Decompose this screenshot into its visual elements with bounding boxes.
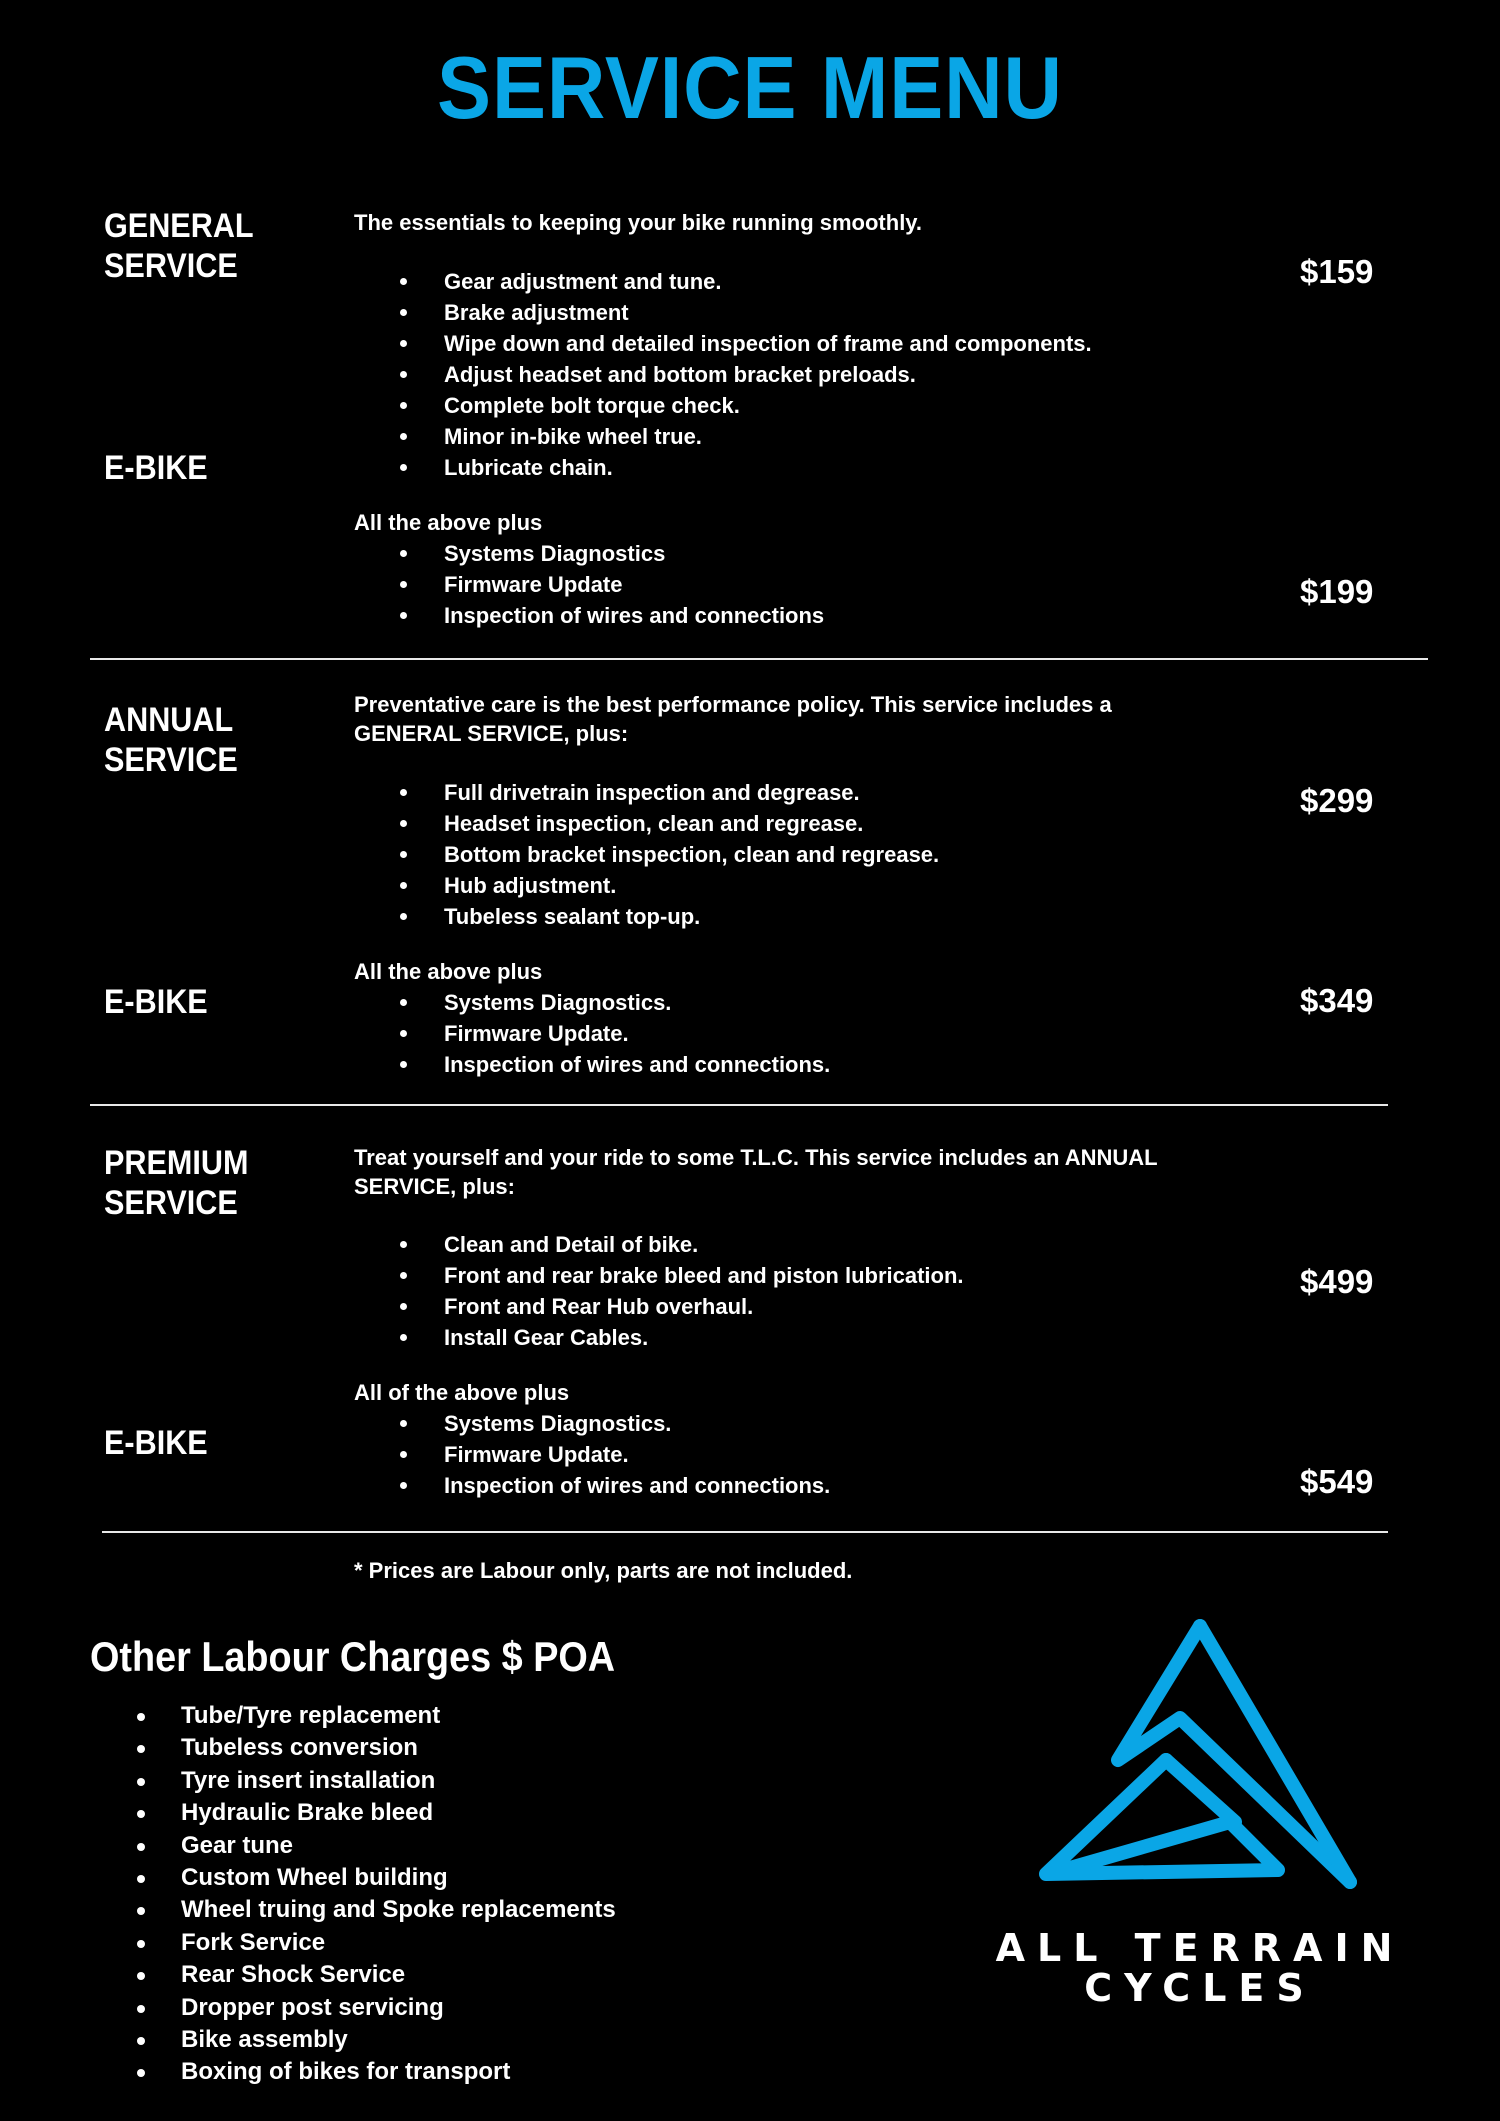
- list-item: Systems Diagnostics.: [354, 1408, 830, 1439]
- general-description: The essentials to keeping your bike running smoothly.: [354, 210, 923, 235]
- premium-description: Treat yourself and your ride to some T.L.C. This service includes an ANNUAL SERVICE, plus:: [354, 1145, 1158, 1199]
- list-item: Clean and Detail of bike.: [354, 1229, 964, 1260]
- annual-ebike-items-list: [354, 987, 830, 1080]
- list-item: Headset inspection, clean and regrease.: [354, 808, 939, 839]
- divider: [90, 1104, 1388, 1106]
- general-service-name: [104, 206, 254, 286]
- list-item: Lubricate chain.: [354, 452, 1092, 483]
- price-note: * Prices are Labour only, parts are not included.: [354, 1558, 853, 1583]
- annual-items-list: [354, 777, 939, 932]
- annual-name-line1: ANNUAL: [104, 701, 234, 739]
- annual-description: Preventative care is the best performance policy. This service includes a GENERAL SERVICE, plus:: [354, 692, 1112, 746]
- list-item: Boxing of bikes for transport: [90, 2056, 616, 2088]
- list-item: Tubeless sealant top-up.: [354, 901, 939, 932]
- page-title: SERVICE MENU: [437, 38, 1063, 137]
- list-item: Hub adjustment.: [354, 870, 939, 901]
- annual-ebike-intro: All the above plus: [354, 959, 543, 984]
- list-item: Gear adjustment and tune.: [354, 266, 1092, 297]
- general-ebike-name: E-BIKE: [104, 449, 208, 487]
- list-item: Inspection of wires and connections.: [354, 1470, 830, 1501]
- list-item: Bottom bracket inspection, clean and regrease.: [354, 839, 939, 870]
- list-item: Wipe down and detailed inspection of frame and components.: [354, 328, 1092, 359]
- premium-ebike-price: $549: [1300, 1463, 1374, 1500]
- brand-line2: CYCLES: [1084, 1966, 1316, 2010]
- list-item: Bike assembly: [90, 2024, 616, 2056]
- list-item: Firmware Update.: [354, 1018, 830, 1049]
- brand-line1: ALL TERRAIN: [995, 1926, 1405, 1970]
- premium-ebike-name: E-BIKE: [104, 1424, 208, 1462]
- list-item: Tyre insert installation: [90, 1765, 616, 1797]
- divider: [90, 658, 1428, 660]
- annual-name-line2: SERVICE: [104, 741, 238, 779]
- annual-ebike-name: E-BIKE: [104, 983, 208, 1021]
- premium-items-list: [354, 1229, 964, 1353]
- general-items-list: [354, 266, 1092, 483]
- list-item: Dropper post servicing: [90, 1992, 616, 2024]
- general-ebike-items-list: [354, 538, 824, 631]
- list-item: Gear tune: [90, 1830, 616, 1862]
- annual-price: $299: [1300, 782, 1374, 819]
- all-terrain-mountain-logo-icon: [1030, 1610, 1370, 1900]
- general-ebike-intro: All the above plus: [354, 510, 543, 535]
- premium-name-line1: PREMIUM: [104, 1144, 249, 1182]
- list-item: Adjust headset and bottom bracket preloads.: [354, 359, 1092, 390]
- other-labour-list: [90, 1700, 616, 2089]
- premium-ebike-intro: All of the above plus: [354, 1380, 570, 1405]
- annual-ebike-price: $349: [1300, 982, 1374, 1019]
- general-ebike-price: $199: [1300, 573, 1374, 610]
- divider: [102, 1531, 1388, 1533]
- list-item: Complete bolt torque check.: [354, 390, 1092, 421]
- list-item: Install Gear Cables.: [354, 1322, 964, 1353]
- list-item: Minor in-bike wheel true.: [354, 421, 1092, 452]
- list-item: Wheel truing and Spoke replacements: [90, 1894, 616, 1926]
- list-item: Fork Service: [90, 1927, 616, 1959]
- list-item: Firmware Update: [354, 569, 824, 600]
- general-price: $159: [1300, 253, 1374, 290]
- premium-service-name: [104, 1143, 249, 1223]
- list-item: Brake adjustment: [354, 297, 1092, 328]
- list-item: Inspection of wires and connections.: [354, 1049, 830, 1080]
- list-item: Full drivetrain inspection and degrease.: [354, 777, 939, 808]
- general-name-line1: GENERAL: [104, 207, 254, 245]
- premium-price: $499: [1300, 1263, 1374, 1300]
- premium-name-line2: SERVICE: [104, 1184, 238, 1222]
- list-item: Front and rear brake bleed and piston lubrication.: [354, 1260, 964, 1291]
- other-labour-title: Other Labour Charges $ POA: [90, 1633, 616, 1680]
- list-item: Inspection of wires and connections: [354, 600, 824, 631]
- list-item: Custom Wheel building: [90, 1862, 616, 1894]
- list-item: Rear Shock Service: [90, 1959, 616, 1991]
- list-item: Systems Diagnostics.: [354, 987, 830, 1018]
- list-item: Systems Diagnostics: [354, 538, 824, 569]
- general-name-line2: SERVICE: [104, 247, 238, 285]
- list-item: Tube/Tyre replacement: [90, 1700, 616, 1732]
- list-item: Firmware Update.: [354, 1439, 830, 1470]
- premium-ebike-items-list: [354, 1408, 830, 1501]
- list-item: Hydraulic Brake bleed: [90, 1797, 616, 1829]
- list-item: Tubeless conversion: [90, 1732, 616, 1764]
- annual-service-name: [104, 700, 238, 780]
- list-item: Front and Rear Hub overhaul.: [354, 1291, 964, 1322]
